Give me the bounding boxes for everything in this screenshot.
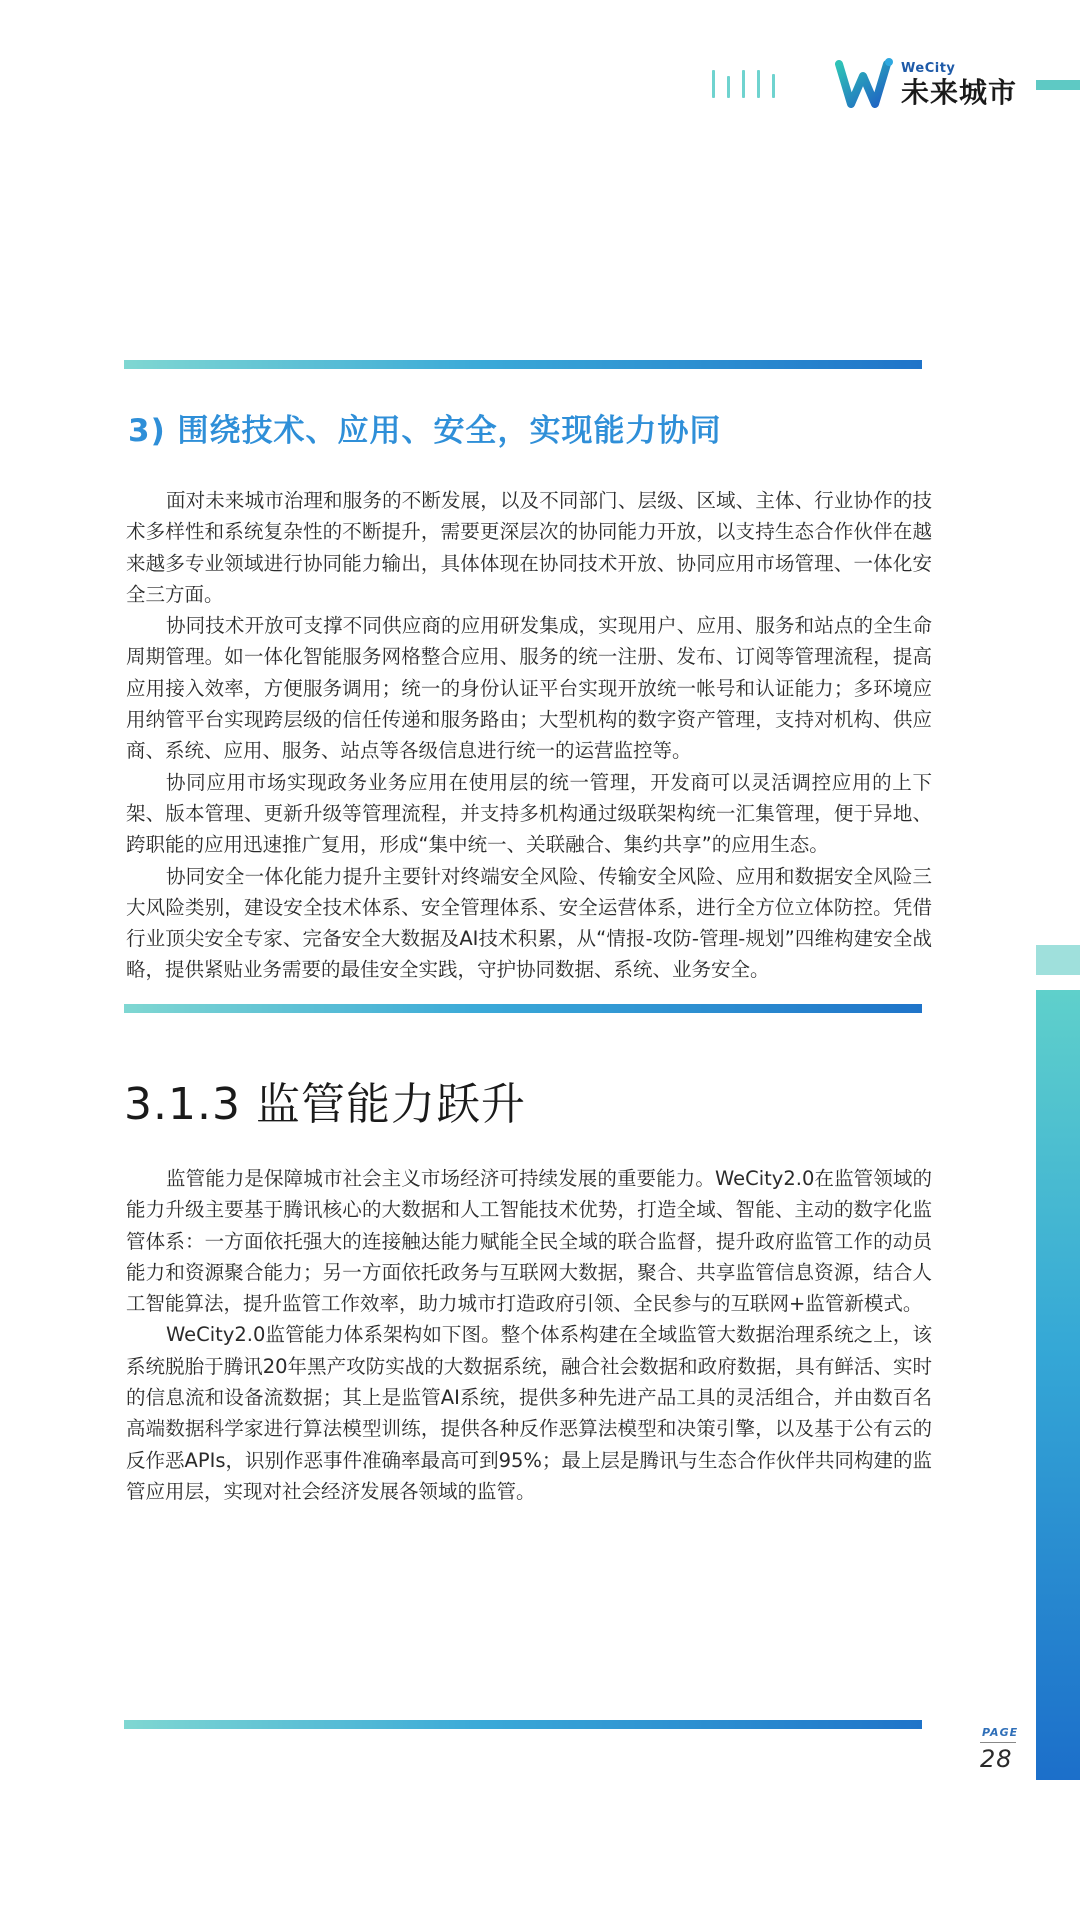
section-divider-bottom: [124, 1720, 922, 1729]
tick-mark: [742, 70, 745, 98]
page-label-underline: [980, 1742, 1016, 1743]
side-accent-strip: [1036, 990, 1080, 1780]
page-number: 28: [980, 1745, 1013, 1773]
paragraph: 协同安全一体化能力提升主要针对终端安全风险、传输安全风险、应用和数据安全风险三大风险类别，建设安全技术体系、安全管理体系、安全运营体系，进行全方位立体防控。凭借行业顶尖安全专家、完备安全大数据及AI技术积累，从“情报-攻防-管理-规划”四维构建安全战略，提供紧贴业务需要的最佳安全实践，守护协同数据、系统、业务安全。: [126, 864, 932, 982]
section-heading: 3.1.3 监管能力跃升: [124, 1079, 526, 1130]
side-accent-small: [1036, 945, 1080, 975]
section-body: [126, 1163, 932, 1507]
tick-mark: [712, 70, 715, 98]
paragraph: 监管能力是保障城市社会主义市场经济可持续发展的重要能力。WeCity2.0在监管领域的能力升级主要基于腾讯核心的大数据和人工智能技术优势，打造全域、智能、主动的数字化监管体系：一方面依托强大的连接触达能力赋能全民全域的联合监督，提升政府监管工作的动员能力和资源聚合能力；另一方面依托政务与互联网大数据，聚合、共享监管信息资源，结合人工智能算法，提升监管工作效率，助力城市打造政府引领、全民参与的互联网+监管新模式。: [126, 1167, 932, 1316]
paragraph: 协同技术开放可支撑不同供应商的应用研发集成，实现用户、应用、服务和站点的全生命周期管理。如一体化智能服务网格整合应用、服务的统一注册、发布、订阅等管理流程，提高应用接入效率，方便服务调用；统一的身份认证平台实现开放统一帐号和认证能力；多环境应用纳管平台实现跨层级的信任传递和服务路由；大型机构的数字资产管理，支持对机构、供应商、系统、应用、服务、站点等各级信息进行统一的运营监控等。: [126, 614, 932, 763]
page-label: PAGE: [982, 1726, 1019, 1739]
section-divider-top: [124, 360, 922, 369]
paragraph: WeCity2.0监管能力体系架构如下图。整个体系构建在全域监管大数据治理系统之上，该系统脱胎于腾讯20年黑产攻防实战的大数据系统，融合社会数据和政府数据，具有鲜活、实时的信息流和设备流数据；其上是监管AI系统，提供多种先进产品工具的灵活组合，并由数百名高端数据科学家进行算法模型训练，提供各种反作恶算法模型和决策引擎，以及基于公有云的反作恶APIs，识别作恶事件准确率最高可到95%；最上层是腾讯与生态合作伙伴共同构建的监管应用层，实现对社会经济发展各领域的监管。: [126, 1323, 932, 1503]
tick-mark: [727, 76, 730, 98]
header-accent-bar: [1036, 80, 1080, 90]
tick-mark: [757, 70, 760, 98]
tick-mark: [772, 74, 775, 98]
header-decoration-ticks: [712, 70, 775, 98]
paragraph: 面对未来城市治理和服务的不断发展，以及不同部门、层级、区域、主体、行业协作的技术多样性和系统复杂性的不断提升，需要更深层次的协同能力开放，以支持生态合作伙伴在越来越多专业领域进行协同能力输出，具体体现在协同技术开放、协同应用市场管理、一体化安全三方面。: [126, 489, 932, 606]
wecity-logo-icon: [835, 56, 895, 112]
wecity-logo: [835, 56, 1017, 112]
subsection-body: [126, 485, 932, 986]
paragraph: 协同应用市场实现政务业务应用在使用层的统一管理，开发商可以灵活调控应用的上下架、版本管理、更新升级等管理流程，并支持多机构通过级联架构统一汇集管理，便于异地、跨职能的应用迅速推广复用，形成“集中统一、关联融合、集约共享”的应用生态。: [126, 770, 932, 857]
section-divider-middle: [124, 1004, 922, 1013]
logo-chinese-text: 未来城市: [901, 75, 1018, 109]
subsection-heading: 3) 围绕技术、应用、安全，实现能力协同: [128, 413, 722, 449]
logo-english-text: WeCity: [901, 60, 956, 76]
